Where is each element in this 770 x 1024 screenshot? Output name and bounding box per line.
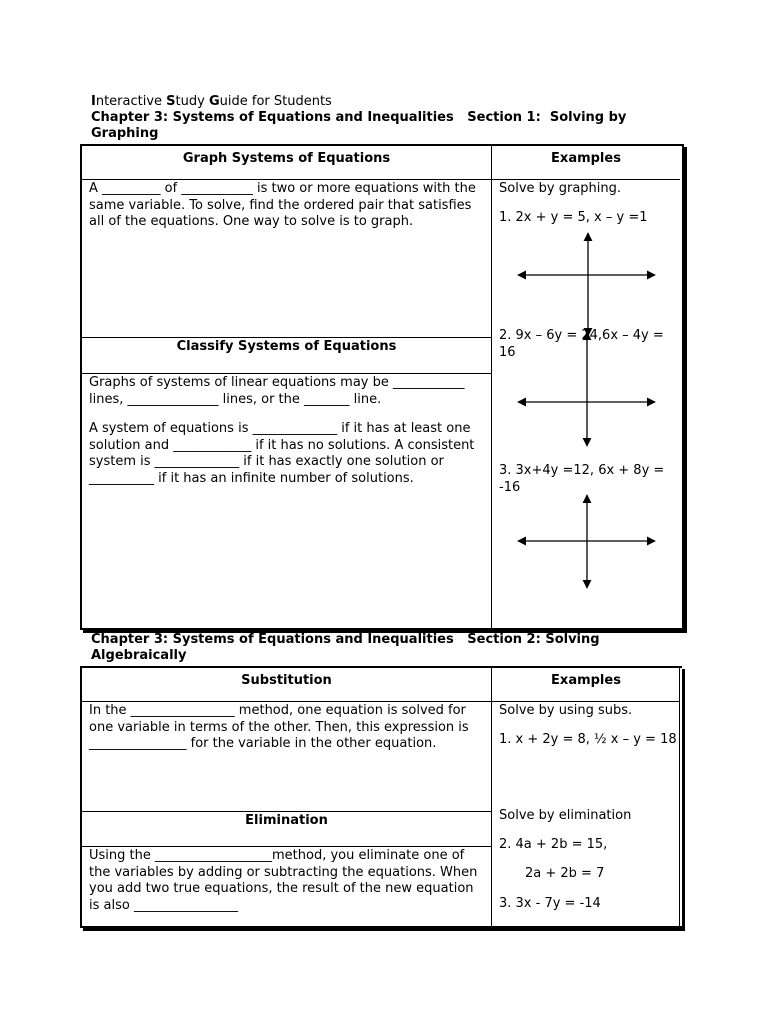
right-border [679, 668, 680, 926]
chapter-heading-line: Graphing [91, 126, 159, 141]
example-2: 2. 9x – 6y = 24,6x – 4y = 16 [499, 328, 664, 360]
title-part: Guide for Students [208, 94, 332, 109]
substitution-header: Substitution [241, 673, 332, 688]
graph-systems-definition: A _________ of ___________ is two or more equations with the same variable. To solve, find the ordered pair that satisfies all of the equations. One way to solve is to graph. [89, 181, 476, 229]
classify-paragraph: Graphs of systems of linear equations may be ___________ lines, ______________ lines, or the _______ line. [89, 375, 465, 407]
graph-systems-header: Graph Systems of Equations [182, 151, 391, 166]
elimination-examples-intro: Solve by elimination [499, 808, 632, 823]
elimination-example-2-second: 2a + 2b = 7 [525, 866, 605, 881]
column-divider [491, 668, 492, 926]
classify-paragraph: A system of equations is _____________ if it has at least one solution and ____________ if it has no solutions. A consistent system is _____________ if it has exactly one solution or __________ if it has an infinite number of solutions. [89, 421, 475, 486]
example-1: 1. 2x + y = 5, x – y =1 [499, 210, 648, 225]
title-part: Study [166, 94, 209, 109]
examples-header: Examples [551, 673, 621, 688]
examples-header: Examples [551, 151, 621, 166]
chapter-heading-line: Chapter 3: Systems of Equations and Inequalities Section 2: Solving [91, 632, 600, 647]
elimination-example-2: 2. 4a + 2b = 15, [499, 837, 608, 852]
classify-systems-header: Classify Systems of Equations [176, 339, 397, 354]
substitution-examples-intro: Solve by using subs. [499, 703, 633, 718]
row-divider [82, 846, 491, 847]
coordinate-axes-icon [518, 332, 655, 446]
elimination-header: Elimination [245, 813, 328, 828]
coordinate-axes-icon [518, 233, 655, 336]
examples-intro: Solve by graphing. [499, 181, 622, 196]
chapter-heading-section2 [91, 632, 681, 664]
substitution-definition: In the ________________ method, one equation is solved for one variable in terms of the other. Then, this expression is _______________ for the variable in the other equation. [89, 703, 469, 751]
chapter-heading-line: Chapter 3: Systems of Equations and Inequalities Section 1: Solving by [91, 110, 627, 125]
row-divider [82, 811, 491, 812]
title-part: Interactive [91, 94, 167, 109]
substitution-example-1: 1. x + 2y = 8, ½ x – y = 18 [499, 732, 677, 747]
elimination-definition: Using the __________________method, you eliminate one of the variables by adding or subtracting the equations. When you add two true equations, the result of the new equation is also ________________ [89, 848, 478, 913]
elimination-example-3: 3. 3x - 7y = -14 [499, 896, 601, 911]
chapter-heading-line: Algebraically [91, 648, 187, 663]
coordinate-axes-icon [518, 495, 655, 588]
header-divider [82, 701, 680, 702]
example-3: 3. 3x+4y =12, 6x + 8y = -16 [499, 463, 665, 495]
section2-table [80, 666, 682, 928]
